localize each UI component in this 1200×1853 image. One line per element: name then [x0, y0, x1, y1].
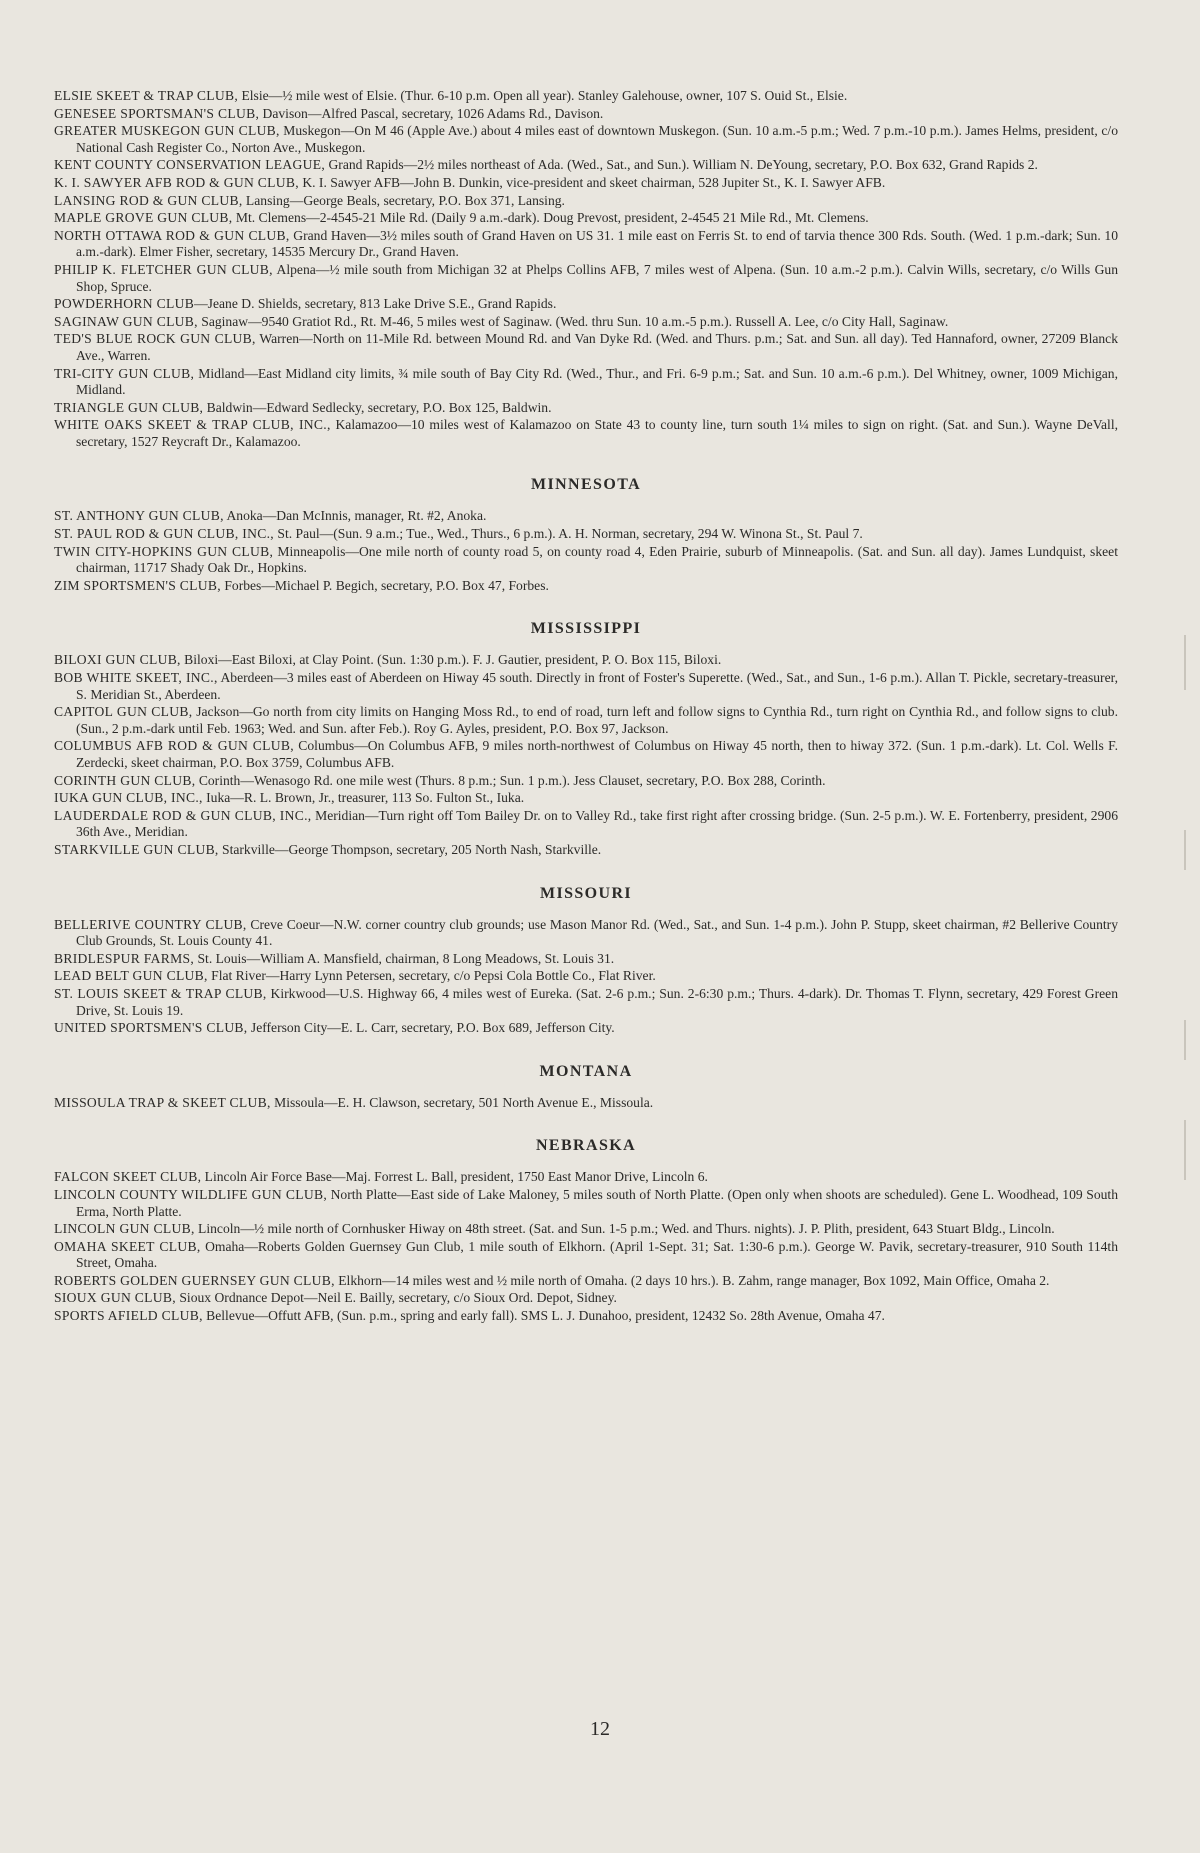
club-name: ST. LOUIS SKEET & TRAP CLUB, — [54, 985, 267, 1001]
state-heading: NEBRASKA — [535, 1137, 637, 1155]
club-name: ZIM SPORTSMEN'S CLUB, — [54, 577, 221, 593]
club-entry — [54, 544, 1118, 577]
club-name: GENESEE SPORTSMAN'S CLUB, — [54, 105, 260, 121]
club-entry — [54, 1169, 1118, 1186]
club-entry — [54, 1221, 1118, 1238]
club-entry — [54, 400, 1118, 417]
club-details: Anoka—Dan McInnis, manager, Rt. #2, Anoka. — [223, 508, 487, 524]
club-name: LINCOLN COUNTY WILDLIFE GUN CLUB, — [54, 1186, 328, 1202]
club-details: Grand Rapids—2½ miles northeast of Ada. (Wed., Sat., and Sun.). William N. DeYoung, secretary, P.O. Box 632, Grand Rapids 2. — [325, 157, 1038, 173]
club-name: FALCON SKEET CLUB, — [54, 1169, 202, 1185]
club-entry — [54, 670, 1118, 703]
club-name: LEAD BELT GUN CLUB, — [54, 968, 208, 984]
club-entry — [54, 652, 1118, 669]
club-entry — [54, 106, 1118, 123]
club-name: SAGINAW GUN CLUB, — [54, 313, 198, 329]
club-entry — [54, 738, 1118, 771]
club-entry — [54, 704, 1118, 737]
club-entry — [54, 1020, 1118, 1037]
club-entry — [54, 417, 1118, 450]
club-details: Warren—North on 11-Mile Rd. between Mound Rd. and Van Dyke Rd. (Wed. and Thurs. p.m.; Sat. and Sun. all day). Ted Hannaford, owner, 27209 Blanck Ave., Warren. — [76, 331, 1119, 363]
club-name: LAUDERDALE ROD & GUN CLUB, INC., — [54, 807, 312, 823]
state-section — [54, 1137, 1118, 1324]
club-name: BILOXI GUN CLUB, — [54, 652, 181, 668]
scan-edge-mark — [1184, 830, 1186, 870]
club-entry — [54, 331, 1118, 364]
club-details: Biloxi—East Biloxi, at Clay Point. (Sun. 1:30 p.m.). F. J. Gautier, president, P. O. Box 115, Biloxi. — [180, 652, 722, 668]
scan-edge-mark — [1184, 1020, 1186, 1060]
club-name: BRIDLESPUR FARMS, — [54, 950, 195, 966]
club-details: Meridian—Turn right off Tom Bailey Dr. on to Valley Rd., take first right after crossing bridge. (Sun. 2-5 p.m.). W. E. Fortenberry, president, 2906 36th Ave., Meridian. — [76, 807, 1118, 840]
club-entry — [54, 262, 1118, 295]
club-name: GREATER MUSKEGON GUN CLUB, — [54, 123, 280, 139]
club-entry — [54, 1239, 1118, 1272]
club-details: Lincoln Air Force Base—Maj. Forrest L. Ball, president, 1750 East Manor Drive, Lincoln 6. — [201, 1169, 708, 1185]
club-entry — [54, 157, 1118, 174]
club-name: BOB WHITE SKEET, INC., — [54, 670, 218, 686]
club-name: ELSIE SKEET & TRAP CLUB, — [54, 88, 239, 103]
club-entry — [54, 951, 1118, 968]
club-details: Kalamazoo—10 miles west of Kalamazoo on State 43 to county line, turn south 1¼ miles to sign on right. (Sat. and Sun.). Wayne DeVall, secretary, 1527 Reycraft Dr., Kalamazoo. — [76, 417, 1118, 449]
club-entry — [54, 366, 1118, 399]
club-details: Creve Coeur—N.W. corner country club grounds; use Mason Manor Rd. (Wed., Sat., and Sun. 1-4 p.m.). John P. Stupp, skeet chairman, #2 Bellerive Country Club Grounds, St. Louis County 41. — [76, 916, 1118, 949]
club-name: SIOUX GUN CLUB, — [54, 1290, 176, 1306]
club-name: TRI-CITY GUN CLUB, — [54, 365, 195, 381]
club-name: WHITE OAKS SKEET & TRAP CLUB, INC., — [54, 417, 331, 433]
club-entry — [54, 1290, 1118, 1307]
club-details: Muskegon—On M 46 (Apple Ave.) about 4 miles east of downtown Muskegon. (Sun. 10 a.m.-5 p.m.; Wed. 7 p.m.-10 p.m.). James Helms, president, c/o National Cash Register Co., Norton Ave., Muskegon. — [76, 123, 1118, 155]
club-entry — [54, 88, 1118, 105]
page-number: 12 — [590, 1718, 610, 1740]
club-name: TRIANGLE GUN CLUB, — [54, 399, 204, 415]
club-directory — [54, 88, 1118, 1325]
club-name: NORTH OTTAWA ROD & GUN CLUB, — [54, 227, 290, 243]
club-name: POWDERHORN CLUB — [54, 296, 195, 312]
state-heading: MONTANA — [539, 1062, 633, 1080]
club-details: Aberdeen—3 miles east of Aberdeen on Hiway 45 south. Directly in front of Foster's Superette. (Wed., Sat., and Sun., 1-6 p.m.). Allan T. Pickle, secretary-treasurer, S. Meridian St., Aberdeen. — [76, 670, 1118, 702]
state-section — [54, 476, 1118, 594]
club-entry — [54, 296, 1118, 313]
club-entry — [54, 175, 1118, 192]
club-details: Alpena—½ mile south from Michigan 32 at Phelps Collins AFB, 7 miles west of Alpena. (Sun. 10 a.m.-2 p.m.). Calvin Wills, secretary, c/o Wills Gun Shop, Spruce. — [76, 261, 1118, 294]
club-entry — [54, 773, 1118, 790]
scan-edge-mark — [1184, 1120, 1186, 1180]
club-details: Kirkwood—U.S. Highway 66, 4 miles west of Eureka. (Sat. 2-6 p.m.; Sun. 2-6:30 p.m.; Thurs. 4-dark). Dr. Thomas T. Flynn, secretary, 429 Forest Green Drive, St. Louis 19. — [76, 985, 1119, 1018]
club-entry — [54, 1187, 1118, 1220]
club-details: Elkhorn—14 miles west and ½ mile north of Omaha. (2 days 10 hrs.). B. Zahm, range manager, Box 1092, Main Office, Omaha 2. — [334, 1272, 1050, 1288]
club-details: North Platte—East side of Lake Maloney, 5 miles south of North Platte. (Open only when shoots are scheduled). Gene L. Woodhead, 109 South Erma, North Platte. — [76, 1186, 1118, 1219]
club-details: Baldwin—Edward Sedlecky, secretary, P.O. Box 125, Baldwin. — [203, 399, 552, 415]
club-entry — [54, 578, 1118, 595]
club-details: Lansing—George Beals, secretary, P.O. Box 371, Lansing. — [242, 192, 565, 208]
club-entry — [54, 193, 1118, 210]
scan-edge-mark — [1184, 635, 1186, 690]
state-heading: MISSISSIPPI — [530, 620, 642, 638]
club-name: STARKVILLE GUN CLUB, — [54, 841, 219, 857]
club-details: Iuka—R. L. Brown, Jr., treasurer, 113 So. Fulton St., Iuka. — [202, 790, 525, 806]
club-details: Mt. Clemens—2-4545-21 Mile Rd. (Daily 9 a.m.-dark). Doug Prevost, president, 2-4545 21 Mile Rd., Mt. Clemens. — [232, 210, 869, 226]
club-details: Flat River—Harry Lynn Petersen, secretary, c/o Pepsi Cola Bottle Co., Flat River. — [207, 968, 656, 984]
club-details: Omaha—Roberts Golden Guernsey Gun Club, 1 mile south of Elkhorn. (April 1-Sept. 31; Sat. 1:30-6 p.m.). George W. Pavik, secretary-treasurer, 910 South 114th Street, Omaha. — [76, 1238, 1118, 1271]
club-name: UNITED SPORTSMEN'S CLUB, — [54, 1020, 248, 1036]
club-name: SPORTS AFIELD CLUB, — [54, 1308, 203, 1324]
club-details: Columbus—On Columbus AFB, 9 miles north-northwest of Columbus on Hiway 45 north, then to hiway 372. (Sun. 1 p.m.-dark). Lt. Col. Wells F. Zerdecki, skeet chairman, P.O. Box 3759, Columbus AFB. — [76, 738, 1118, 770]
club-entry — [54, 1273, 1118, 1290]
state-section — [54, 88, 1118, 450]
state-section — [54, 885, 1118, 1037]
club-details: Starkville—George Thompson, secretary, 205 North Nash, Starkville. — [218, 841, 602, 857]
club-details: —Jeane D. Shields, secretary, 813 Lake Drive S.E., Grand Rapids. — [194, 296, 557, 312]
club-entry — [54, 842, 1118, 859]
club-details: K. I. Sawyer AFB—John B. Dunkin, vice-president and skeet chairman, 528 Jupiter St., K. I. Sawyer AFB. — [298, 174, 886, 190]
club-name: K. I. SAWYER AFB ROD & GUN CLUB, — [54, 174, 299, 190]
club-entry — [54, 123, 1118, 156]
club-entry — [54, 508, 1118, 525]
club-name: MISSOULA TRAP & SKEET CLUB, — [54, 1094, 271, 1110]
club-name: ST. ANTHONY GUN CLUB, — [54, 508, 224, 524]
club-entry — [54, 228, 1118, 261]
club-entry — [54, 790, 1118, 807]
club-name: PHILIP K. FLETCHER GUN CLUB, — [54, 261, 273, 277]
club-details: Grand Haven—3½ miles south of Grand Haven on US 31. 1 mile east on Ferris St. to end of tarvia thence 300 Rds. South. (Wed. 1 p.m.-dark; Sun. 10 a.m.-dark). Elmer Fisher, secretary, 14535 Mercury Dr., Grand Haven. — [76, 227, 1118, 260]
club-details: Bellevue—Offutt AFB, (Sun. p.m., spring and early fall). SMS L. J. Dunahoo, president, 12432 So. 28th Avenue, Omaha 47. — [202, 1308, 885, 1324]
club-entry — [54, 917, 1118, 950]
club-name: IUKA GUN CLUB, INC., — [54, 790, 203, 806]
club-details: Sioux Ordnance Depot—Neil E. Bailly, secretary, c/o Sioux Ord. Depot, Sidney. — [175, 1290, 617, 1306]
club-details: St. Paul—(Sun. 9 a.m.; Tue., Wed., Thurs., 6 p.m.). A. H. Norman, secretary, 294 W. Winona St., St. Paul 7. — [273, 526, 863, 542]
club-name: CORINTH GUN CLUB, — [54, 772, 196, 788]
club-details: Midland—East Midland city limits, ¾ mile south of Bay City Rd. (Wed., Thur., and Fri. 6-9 p.m.; Sat. and Sun. 10 a.m.-6 p.m.). Del Whitney, owner, 1009 Michigan, Midland. — [76, 365, 1118, 398]
club-details: Saginaw—9540 Gratiot Rd., Rt. M-46, 5 miles west of Saginaw. (Wed. thru Sun. 10 a.m.-5 p.m.). Russell A. Lee, c/o City Hall, Saginaw. — [197, 313, 949, 329]
club-details: Davison—Alfred Pascal, secretary, 1026 Adams Rd., Davison. — [259, 105, 604, 121]
club-entry — [54, 968, 1118, 985]
club-details: Forbes—Michael P. Begich, secretary, P.O. Box 47, Forbes. — [220, 577, 549, 593]
club-name: MAPLE GROVE GUN CLUB, — [54, 210, 233, 226]
club-name: OMAHA SKEET CLUB, — [54, 1238, 201, 1254]
club-name: COLUMBUS AFB ROD & GUN CLUB, — [54, 738, 294, 754]
club-details: Elsie—½ mile west of Elsie. (Thur. 6-10 p.m. Open all year). Stanley Galehouse, owner, 107 S. Ouid St., Elsie. — [238, 88, 848, 103]
club-details: Jefferson City—E. L. Carr, secretary, P.O. Box 689, Jefferson City. — [247, 1020, 615, 1036]
club-details: Lincoln—½ mile north of Cornhusker Hiway on 48th street. (Sat. and Sun. 1-5 p.m.; Wed. and Thurs. nights). J. P. Plith, president, 643 Stuart Bldg., Lincoln. — [194, 1221, 1055, 1237]
club-name: KENT COUNTY CONSERVATION LEAGUE, — [54, 157, 326, 173]
club-name: CAPITOL GUN CLUB, — [54, 704, 193, 720]
club-entry — [54, 1095, 1118, 1112]
club-name: BELLERIVE COUNTRY CLUB, — [54, 916, 247, 932]
club-details: St. Louis—William A. Mansfield, chairman, 8 Long Meadows, St. Louis 31. — [194, 950, 615, 966]
state-section — [54, 620, 1118, 858]
club-entry — [54, 526, 1118, 543]
state-section — [54, 1063, 1118, 1112]
state-heading: MINNESOTA — [530, 476, 642, 494]
club-details: Missoula—E. H. Clawson, secretary, 501 North Avenue E., Missoula. — [270, 1094, 654, 1110]
club-name: LINCOLN GUN CLUB, — [54, 1221, 195, 1237]
club-details: Corinth—Wenasogo Rd. one mile west (Thurs. 8 p.m.; Sun. 1 p.m.). Jess Clauset, secretary, P.O. Box 288, Corinth. — [195, 772, 826, 788]
club-details: Minneapolis—One mile north of county road 5, on county road 4, Eden Prairie, suburb of Minneapolis. (Sat. and Sun. all day). James Lundquist, skeet chairman, 11717 Shady Oak Dr., Hopkins. — [76, 543, 1118, 576]
club-entry — [54, 1308, 1118, 1325]
club-name: ROBERTS GOLDEN GUERNSEY GUN CLUB, — [54, 1272, 335, 1288]
club-name: TED'S BLUE ROCK GUN CLUB, — [54, 331, 256, 347]
state-heading: MISSOURI — [539, 884, 633, 902]
club-entry — [54, 808, 1118, 841]
club-name: LANSING ROD & GUN CLUB, — [54, 192, 243, 208]
club-details: Jackson—Go north from city limits on Hanging Moss Rd., to end of road, turn left and follow signs to Cynthia Rd., turn right on Cynthia Rd., and follow signs to club. (Sun., 2 p.m.-dark until Feb. 1963; Wed. and Sun. after Feb.). Roy G. Ayles, president, P.O. Box 97, Jackson. — [76, 704, 1118, 736]
club-name: TWIN CITY-HOPKINS GUN CLUB, — [54, 543, 274, 559]
club-entry — [54, 986, 1118, 1019]
club-entry — [54, 314, 1118, 331]
club-entry — [54, 210, 1118, 227]
club-name: ST. PAUL ROD & GUN CLUB, INC., — [54, 526, 274, 542]
